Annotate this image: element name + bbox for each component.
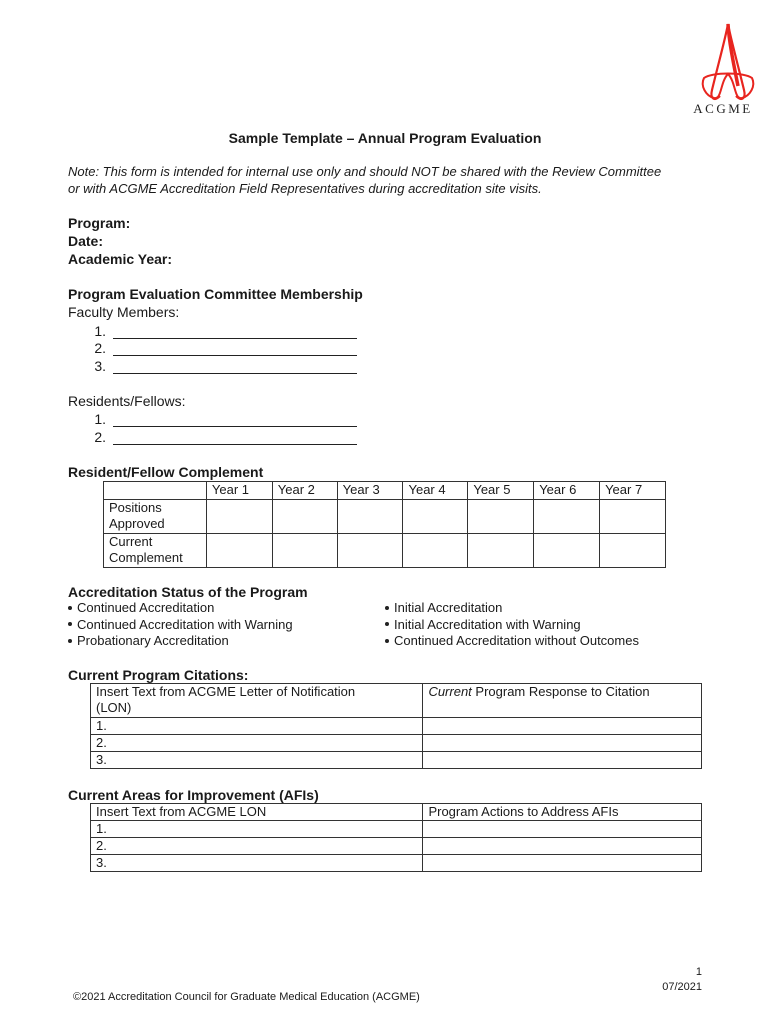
column-header-year-7: Year 7 <box>600 482 666 500</box>
resident-item-number: 1. <box>94 411 106 427</box>
accreditation-options-left <box>68 600 293 650</box>
cell-year-5[interactable] <box>468 534 534 568</box>
action-cell[interactable] <box>423 821 702 838</box>
afi-cell[interactable]: 2. <box>91 838 423 855</box>
cell-year-1[interactable] <box>206 534 272 568</box>
cell-year-4[interactable] <box>403 500 468 534</box>
resident-2-line[interactable] <box>113 444 357 445</box>
accreditation-heading: Accreditation Status of the Program <box>68 584 308 600</box>
complement-heading: Resident/Fellow Complement <box>68 464 264 480</box>
option-label: Initial Accreditation with Warning <box>394 616 581 632</box>
date-label: Date: <box>68 233 104 249</box>
accreditation-options-right <box>385 600 639 650</box>
afi-cell[interactable]: 1. <box>91 821 423 838</box>
page-title: Sample Template – Annual Program Evaluation <box>228 130 542 146</box>
citations-table <box>90 683 702 769</box>
row-label-line-1: Positions <box>109 500 162 515</box>
table-row <box>91 752 702 769</box>
option-label: Probationary Accreditation <box>77 633 229 648</box>
faculty-item-number: 1. <box>94 323 106 339</box>
afis-col2-header: Program Actions to Address AFIs <box>423 804 702 821</box>
citation-cell[interactable]: 1. <box>91 718 423 735</box>
afis-heading: Current Areas for Improvement (AFIs) <box>68 787 319 803</box>
row-label <box>104 534 207 568</box>
column-header-year-2: Year 2 <box>272 482 337 500</box>
citations-heading: Current Program Citations: <box>68 667 249 683</box>
cell-year-2[interactable] <box>272 500 337 534</box>
bullet-icon <box>385 639 389 643</box>
accreditation-option-continued[interactable] <box>68 600 293 617</box>
faculty-member-3-line[interactable] <box>113 373 357 374</box>
table-row <box>91 735 702 752</box>
resident-item-number: 2. <box>94 429 106 445</box>
accreditation-option-initial-warning[interactable] <box>385 617 639 634</box>
response-cell[interactable] <box>423 752 702 769</box>
table-row <box>91 718 702 735</box>
faculty-member-2-line[interactable] <box>113 355 357 356</box>
footer-copyright: ©2021 Accreditation Council for Graduate Medical Education (ACGME) <box>73 991 420 1003</box>
citations-col2-header <box>423 684 702 718</box>
afis-table <box>90 803 702 872</box>
column-header-year-1: Year 1 <box>206 482 272 500</box>
row-label-line-2: Complement <box>109 550 183 565</box>
accreditation-option-continued-warning[interactable] <box>68 617 293 634</box>
row-label-line-1: Current <box>109 534 153 549</box>
table-row <box>91 821 702 838</box>
program-label: Program: <box>68 215 131 231</box>
citations-col1-header <box>91 684 423 718</box>
table-row-positions-approved <box>104 500 666 534</box>
header-line-1: Insert Text from ACGME Letter of Notification <box>96 684 356 699</box>
cell-year-6[interactable] <box>534 534 600 568</box>
accreditation-option-probationary[interactable] <box>68 633 293 650</box>
accreditation-option-initial[interactable] <box>385 600 639 617</box>
cell-year-7[interactable] <box>600 534 666 568</box>
response-cell[interactable] <box>423 718 702 735</box>
column-header-year-3: Year 3 <box>337 482 403 500</box>
note-line-1: Note: This form is intended for internal use only and should NOT be shared with the Review Committee <box>68 164 662 179</box>
table-row <box>91 855 702 872</box>
bullet-icon <box>68 622 72 626</box>
citations-header-row <box>91 684 702 718</box>
column-header <box>104 482 207 500</box>
cell-year-3[interactable] <box>337 500 403 534</box>
header-line-2: (LON) <box>96 700 132 715</box>
bullet-icon <box>385 622 389 626</box>
table-row <box>91 838 702 855</box>
table-row-current-complement <box>104 534 666 568</box>
header-rest: Program Response to Citation <box>471 684 650 699</box>
accreditation-option-continued-without-outcomes[interactable] <box>385 633 639 650</box>
cell-year-2[interactable] <box>272 534 337 568</box>
citation-cell[interactable]: 2. <box>91 735 423 752</box>
row-label-line-2: Approved <box>109 516 165 531</box>
column-header-year-5: Year 5 <box>468 482 534 500</box>
column-header-year-6: Year 6 <box>534 482 600 500</box>
faculty-member-1-line[interactable] <box>113 338 357 339</box>
resident-1-line[interactable] <box>113 426 357 427</box>
afis-header-row <box>91 804 702 821</box>
page-number: 1 <box>695 966 702 978</box>
committee-heading: Program Evaluation Committee Membership <box>68 286 363 302</box>
logo-text: ACGME <box>693 101 753 116</box>
option-label: Continued Accreditation without Outcomes <box>394 633 639 648</box>
cell-year-1[interactable] <box>206 500 272 534</box>
complement-table <box>103 481 666 568</box>
afis-col1-header: Insert Text from ACGME LON <box>91 804 423 821</box>
response-cell[interactable] <box>423 735 702 752</box>
action-cell[interactable] <box>423 855 702 872</box>
afi-cell[interactable]: 3. <box>91 855 423 872</box>
academic-year-label: Academic Year: <box>68 251 173 267</box>
cell-year-5[interactable] <box>468 500 534 534</box>
faculty-item-number: 3. <box>94 358 106 374</box>
header-italic: Current <box>428 684 472 699</box>
footer-date: 07/2021 <box>662 981 702 993</box>
cell-year-7[interactable] <box>600 500 666 534</box>
row-label <box>104 500 207 534</box>
faculty-members-label: Faculty Members: <box>68 304 180 320</box>
complement-header-row <box>104 482 666 500</box>
cell-year-4[interactable] <box>403 534 468 568</box>
bullet-icon <box>68 639 72 643</box>
note-line-2: or with ACGME Accreditation Field Representatives during accreditation site visits. <box>68 181 542 196</box>
option-label: Continued Accreditation with Warning <box>77 616 293 632</box>
cell-year-3[interactable] <box>337 534 403 568</box>
bullet-icon <box>385 606 389 610</box>
action-cell[interactable] <box>423 838 702 855</box>
option-label: Continued Accreditation <box>77 600 215 615</box>
bullet-icon <box>68 606 72 610</box>
cell-year-6[interactable] <box>534 500 600 534</box>
faculty-item-number: 2. <box>94 340 106 356</box>
residents-fellows-label: Residents/Fellows: <box>68 393 186 409</box>
citation-cell[interactable]: 3. <box>91 752 423 769</box>
column-header-year-4: Year 4 <box>403 482 468 500</box>
option-label: Initial Accreditation <box>394 600 503 615</box>
